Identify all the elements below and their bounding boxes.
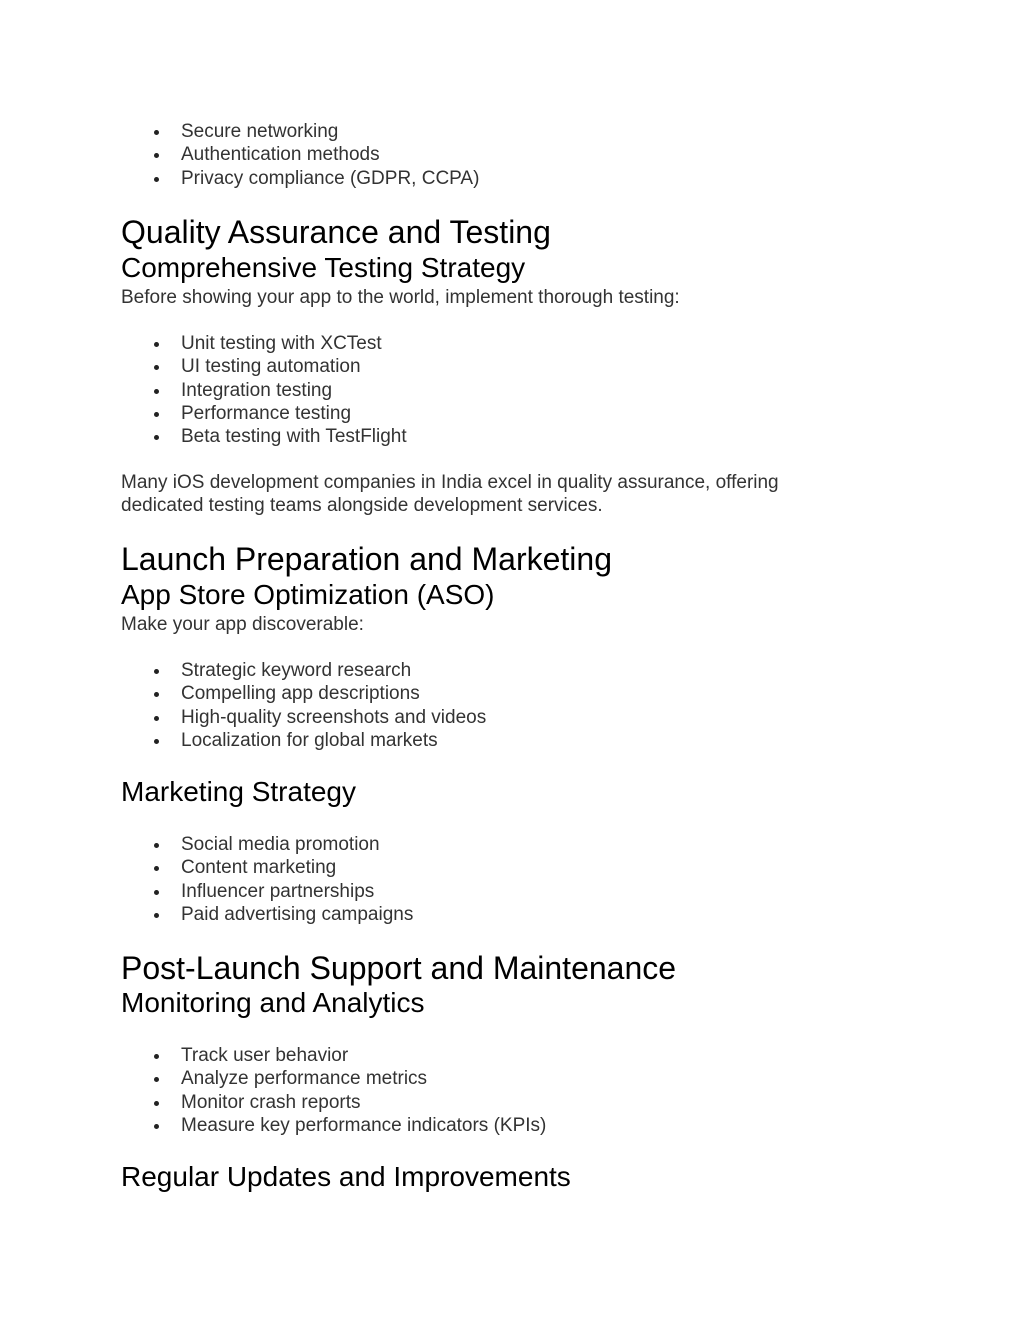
list-item: Track user behavior: [121, 1044, 546, 1067]
aso-heading: App Store Optimization (ASO): [121, 579, 495, 610]
list-item: Strategic keyword research: [121, 659, 486, 682]
qa-heading: Quality Assurance and Testing: [121, 214, 551, 250]
monitoring-list: [121, 1044, 546, 1137]
list-item: Analyze performance metrics: [121, 1067, 546, 1090]
list-item: High-quality screenshots and videos: [121, 706, 486, 729]
list-item: Authentication methods: [121, 143, 479, 166]
list-item: Unit testing with XCTest: [121, 332, 407, 355]
list-item: Monitor crash reports: [121, 1091, 546, 1114]
list-item: Measure key performance indicators (KPIs): [121, 1114, 546, 1137]
marketing-heading: Marketing Strategy: [121, 776, 356, 807]
list-item: Integration testing: [121, 379, 407, 402]
list-item: Content marketing: [121, 856, 413, 879]
updates-heading: Regular Updates and Improvements: [121, 1161, 571, 1192]
aso-list: [121, 659, 486, 752]
list-item: Performance testing: [121, 402, 407, 425]
list-item: Influencer partnerships: [121, 880, 413, 903]
testing-intro-text: Before showing your app to the world, implement thorough testing:: [121, 287, 680, 308]
launch-heading: Launch Preparation and Marketing: [121, 541, 612, 577]
list-item: Privacy compliance (GDPR, CCPA): [121, 167, 479, 190]
qa-note-line-2: dedicated testing teams alongside development services.: [121, 495, 603, 516]
security-list: [121, 120, 479, 190]
testing-list: [121, 332, 407, 448]
list-item: Secure networking: [121, 120, 479, 143]
list-item: Social media promotion: [121, 833, 413, 856]
list-item: Beta testing with TestFlight: [121, 425, 407, 448]
monitoring-heading: Monitoring and Analytics: [121, 987, 425, 1018]
qa-note-line-1: Many iOS development companies in India excel in quality assurance, offering: [121, 472, 779, 493]
list-item: Localization for global markets: [121, 729, 486, 752]
testing-strategy-heading: Comprehensive Testing Strategy: [121, 252, 526, 283]
list-item: UI testing automation: [121, 355, 407, 378]
marketing-list: [121, 833, 413, 926]
list-item: Paid advertising campaigns: [121, 903, 413, 926]
list-item: Compelling app descriptions: [121, 682, 486, 705]
post-launch-heading: Post-Launch Support and Maintenance: [121, 950, 677, 986]
aso-intro-text: Make your app discoverable:: [121, 614, 364, 635]
